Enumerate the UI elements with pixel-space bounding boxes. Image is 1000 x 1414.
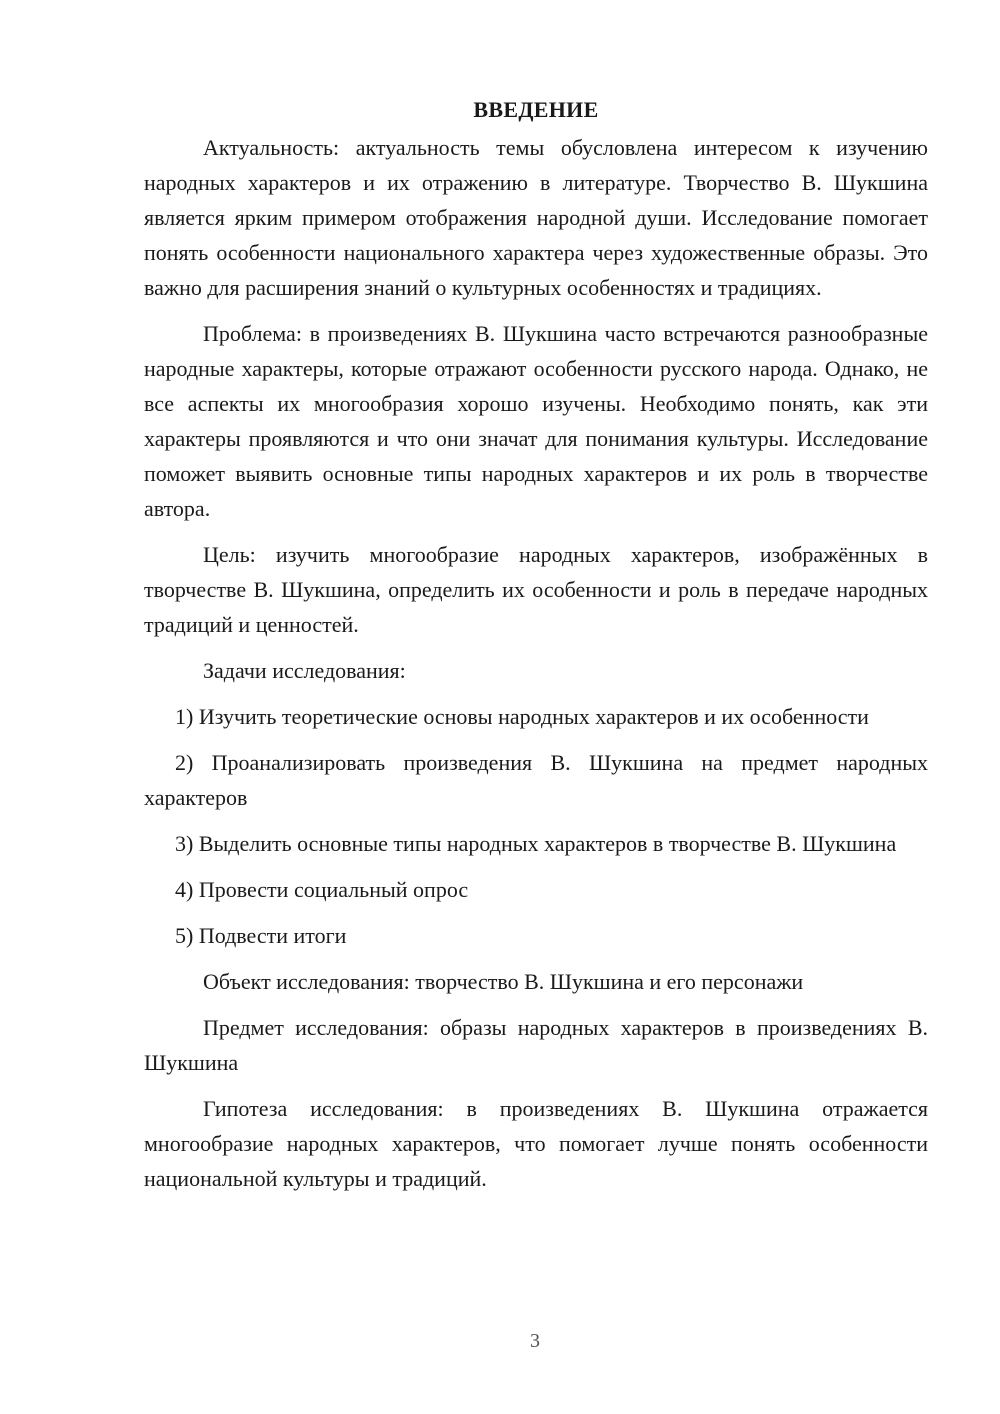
relevance-paragraph: Актуальность: актуальность темы обусловлена интересом к изучению народных характеров и их отражению в литературе. Творчество В. Шукшина является ярким примером отображения народной души. Исследование помогает понять особенности национального характера через художественные образы. Это важно для расширения знаний о культурных особенностях и традициях. bbox=[144, 135, 928, 300]
object-paragraph: Объект исследования: творчество В. Шукшина и его персонажи bbox=[203, 969, 804, 994]
task-item-3: 3) Выделить основные типы народных характеров в творчестве В. Шукшина bbox=[175, 831, 897, 856]
page-number: 3 bbox=[530, 1330, 540, 1352]
tasks-heading: Задачи исследования: bbox=[203, 658, 406, 683]
subject-paragraph: Предмет исследования: образы народных характеров в произведениях В. Шукшина bbox=[144, 1015, 928, 1075]
goal-paragraph: Цель: изучить многообразие народных характеров, изображённых в творчестве В. Шукшина, определить их особенности и роль в передаче народных традиций и ценностей. bbox=[144, 542, 928, 637]
document-page bbox=[144, 92, 928, 1207]
task-item-1: 1) Изучить теоретические основы народных характеров и их особенности bbox=[175, 704, 869, 729]
task-item-5: 5) Подвести итоги bbox=[175, 923, 347, 948]
problem-paragraph: Проблема: в произведениях В. Шукшина часто встречаются разнообразные народные характеры, которые отражают особенности русского народа. Однако, не все аспекты их многообразия хорошо изучены. Необходимо понять, как эти характеры проявляются и что они значат для понимания культуры. Исследование поможет выявить основные типы народных характеров и их роль в творчестве автора. bbox=[144, 321, 928, 521]
hypothesis-paragraph: Гипотеза исследования: в произведениях В. Шукшина отражается многообразие народных характеров, что помогает лучше понять особенности национальной культуры и традиций. bbox=[144, 1096, 928, 1191]
section-title: ВВЕДЕНИЕ bbox=[473, 97, 599, 122]
task-item-4: 4) Провести социальный опрос bbox=[175, 877, 469, 902]
task-item-2: 2) Проанализировать произведения В. Шукшина на предмет народных характеров bbox=[144, 750, 928, 810]
